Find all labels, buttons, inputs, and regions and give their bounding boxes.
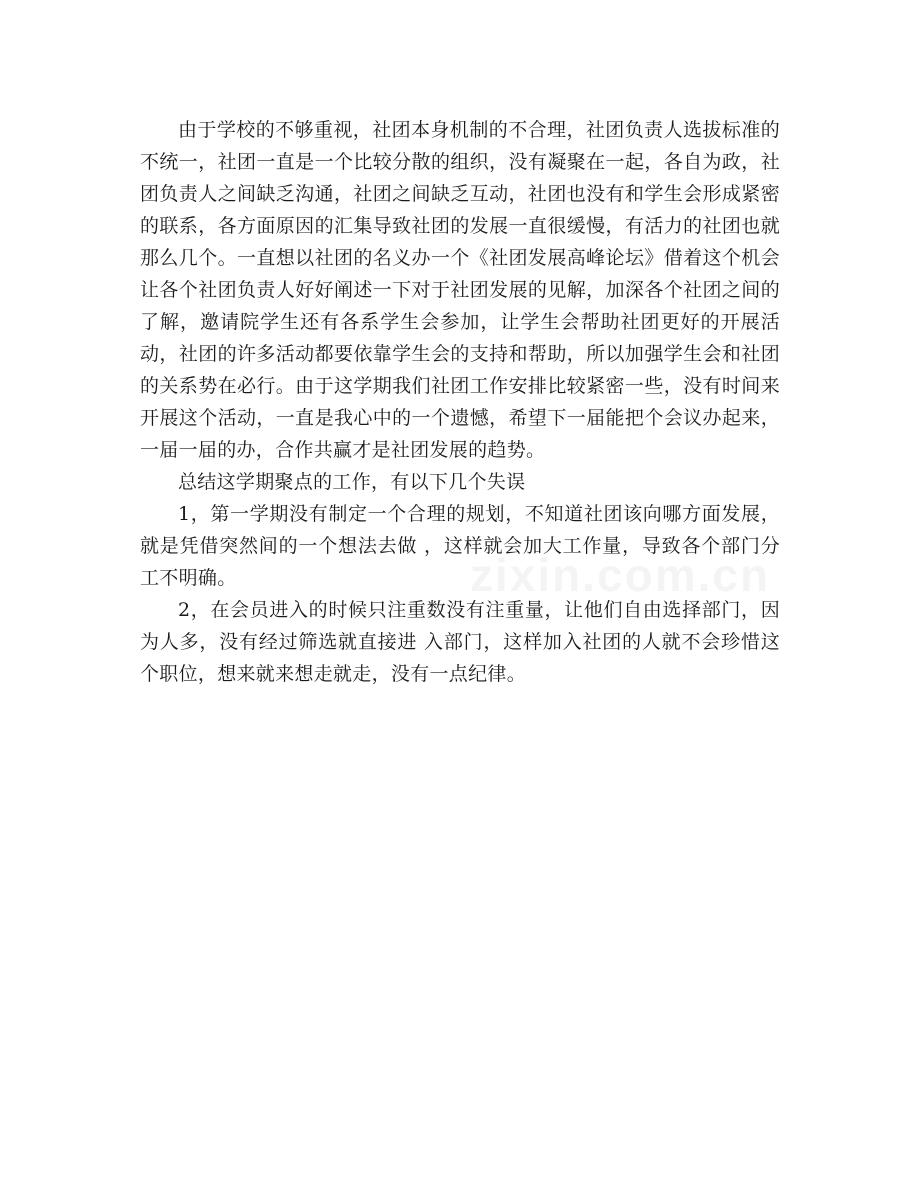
paragraph-intro: 由于学校的不够重视，社团本身机制的不合理，社团负责人选拔标准的不统一，社团一直是一个比较分散的组织，没有凝聚在一起，各自为政，社团负责人之间缺乏沟通，社团之间缺乏互动，社团也没有和学生会形成紧密的联系，各方面原因的汇集导致社团的发展一直很缓慢，有活力的社团也就那么几个。一直想以社团的名义办一个《社团发展高峰论坛》借着这个机会让各个社团负责人好好阐述一下对于社团发展的见解，加深各个社团之间的了解，邀请院学生还有各系学生会参加，让学生会帮助社团更好的开展活动，社团的许多活动都要依靠学生会的支持和帮助，所以加强学生会和社团的关系势在必行。由于这学期我们社团工作安排比较紧密一些，没有时间来开展这个活动，一直是我心中的一个遗憾，希望下一届能把个会议办起来，一届一届的办，合作共赢才是社团发展的趋势。 — [140, 119, 780, 461]
document-page — [140, 114, 780, 690]
paragraph-mistake-1: 1，第一学期没有制定一个合理的规划，不知道社团该向哪方面发展，就是凭借突然间的一个想法去做 ，这样就会加大工作量，导致各个部门分工不明确。 — [140, 503, 780, 589]
paragraph-mistake-2: 2，在会员进入的时候只注重数没有注重量，让他们自由选择部门，因为人多，没有经过筛选就直接进 入部门，这样加入社团的人就不会珍惜这个职位，想来就来想走就走，没有一点纪律。 — [140, 599, 780, 685]
paragraph-summary-heading: 总结这学期聚点的工作，有以下几个失误 — [178, 471, 526, 493]
